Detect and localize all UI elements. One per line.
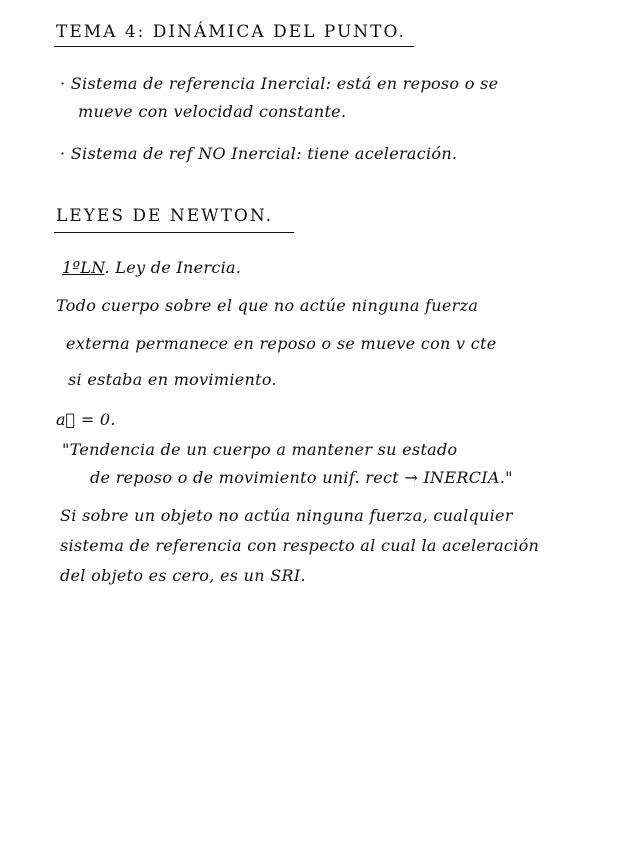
law1-paragraph-line1: Todo cuerpo sobre el que no actúe ninguna fuerza [56, 296, 479, 315]
section-title: LEYES DE NEWTON. [56, 206, 274, 226]
law1-paragraph-line2: externa permanece en reposo o se mueve con v cte [66, 334, 497, 353]
final-paragraph-line1: Si sobre un objeto no actúa ninguna fuerza, cualquier [60, 506, 513, 525]
section-underline [54, 232, 294, 233]
formula: a⃗ = 0. [56, 410, 116, 429]
bullet-inertial-line1: · Sistema de referencia Inercial: está en reposo o se [60, 74, 499, 93]
final-paragraph-line2: sistema de referencia con respecto al cual la aceleración [60, 536, 540, 555]
title-underline [54, 46, 414, 47]
quote-line2: de reposo o de movimiento unif. rect → INERCIA." [90, 468, 513, 487]
bullet-noninertial: · Sistema de ref NO Inercial: tiene aceleración. [60, 144, 458, 163]
law1-title: . Ley de Inercia. [104, 258, 242, 277]
final-paragraph-line3: del objeto es cero, es un SRI. [60, 566, 306, 585]
bullet-inertial-line2: mueve con velocidad constante. [78, 102, 347, 121]
quote-line1: "Tendencia de un cuerpo a mantener su estado [62, 440, 458, 459]
law1-heading [62, 258, 241, 277]
law1-paragraph-line3: si estaba en movimiento. [68, 370, 277, 389]
law1-number: 1ºLN [62, 258, 105, 277]
page-title: TEMA 4: DINÁMICA DEL PUNTO. [56, 22, 406, 42]
